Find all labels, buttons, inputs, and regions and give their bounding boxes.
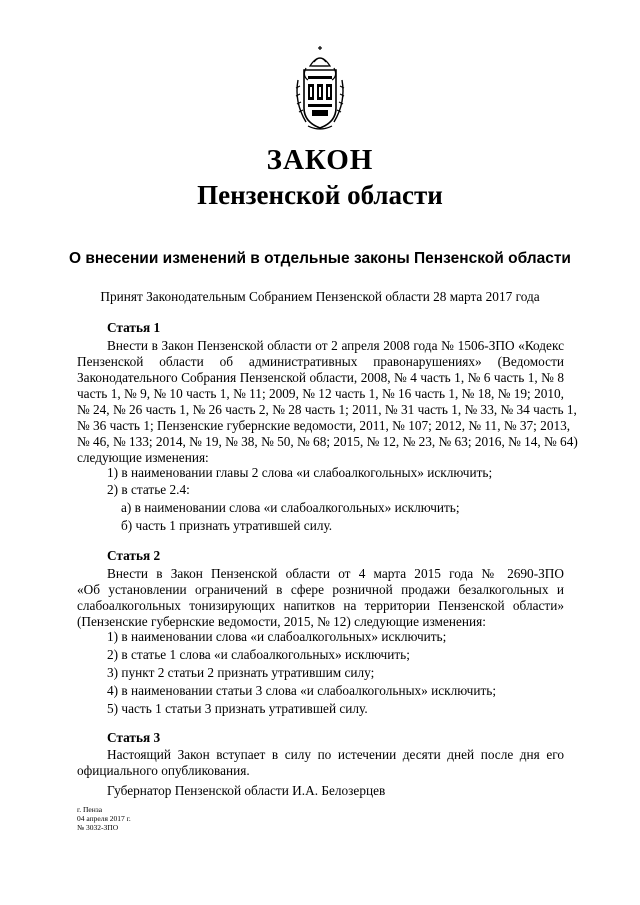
paragraph-line: «Об установлении ограничений в сфере розничной продажи безалкогольных и (77, 582, 564, 597)
list-item: 1) в наименовании главы 2 слова «и слабоалкогольных» исключить; (107, 465, 493, 480)
article-3-text (77, 747, 564, 779)
paragraph-line: Настоящий Закон вступает в силу по истечении десяти дней после дня его (107, 747, 564, 762)
coat-of-arms-emblem (288, 46, 352, 132)
law-title: О внесении изменений в отдельные законы Пензенской области (69, 250, 571, 267)
list-item: 4) в наименовании статьи 3 слова «и слабоалкогольных» исключить; (107, 683, 497, 698)
article-2-intro (77, 566, 564, 630)
sub-list-item: б) часть 1 признать утратившей силу. (121, 518, 333, 533)
list-item: 5) часть 1 статьи 3 признать утратившей силу. (107, 701, 368, 716)
paragraph-line: Законодательного Собрания Пензенской области, 2008, № 4 часть 1, № 6 часть 1, № 8 (77, 370, 564, 385)
signing-date: 04 апреля 2017 г. (77, 814, 131, 823)
law-number: № 3032-ЗПО (77, 823, 119, 832)
article-2-heading: Статья 2 (107, 548, 161, 563)
document-subtitle-region: Пензенской области (197, 180, 443, 210)
paragraph-line: (Пензенские губернские ведомости, 2015, № 12) следующие изменения: (77, 614, 486, 629)
governor-signature-line: Губернатор Пензенской области И.А. Белозерцев (107, 783, 386, 798)
paragraph-line: слабоалкогольных тонизирующих напитков на территории Пензенской области» (77, 598, 564, 613)
place-of-signing: г. Пенза (77, 805, 103, 814)
article-3-heading: Статья 3 (107, 730, 161, 745)
paragraph-line: следующие изменения: (77, 450, 209, 465)
sub-list-item: а) в наименовании слова «и слабоалкогольных» исключить; (121, 500, 460, 515)
document-title: ЗАКОН (266, 144, 374, 176)
list-item: 2) в статье 2.4: (107, 482, 190, 497)
paragraph-line: Внести в Закон Пензенской области от 4 марта 2015 года № 2690-ЗПО (107, 566, 564, 581)
list-item: 1) в наименовании слова «и слабоалкогольных» исключить; (107, 629, 447, 644)
adoption-statement: Принят Законодательным Собранием Пензенской области 28 марта 2017 года (100, 289, 540, 304)
paragraph-line: часть 1, № 9, № 10 часть 1, № 11; 2009, № 12 часть 1, № 16 часть 1, № 18, № 19; 2010, (77, 386, 564, 401)
paragraph-line: Внести в Закон Пензенской области от 2 апреля 2008 года № 1506-ЗПО «Кодекс (107, 338, 564, 353)
paragraph-line: Пензенской области об административных правонарушениях» (Ведомости (77, 354, 564, 369)
article-1-heading: Статья 1 (107, 320, 161, 335)
paragraph-line: № 24, № 26 часть 1, № 26 часть 2, № 28 часть 1; 2011, № 31 часть 1, № 33, № 34 часть 1, (77, 402, 577, 417)
list-item: 3) пункт 2 статьи 2 признать утратившим силу; (107, 665, 375, 680)
article-1-intro (77, 338, 578, 466)
paragraph-line: официального опубликования. (77, 763, 250, 778)
list-item: 2) в статье 1 слова «и слабоалкогольных» исключить; (107, 647, 410, 662)
paragraph-line: № 36 часть 1; Пензенские губернские ведомости, 2011, № 107; 2012, № 11, № 37; 2013, (77, 418, 571, 433)
paragraph-line: № 46, № 133; 2014, № 19, № 38, № 50, № 68; 2015, № 12, № 23, № 63; 2016, № 14, № 64) (77, 434, 578, 449)
